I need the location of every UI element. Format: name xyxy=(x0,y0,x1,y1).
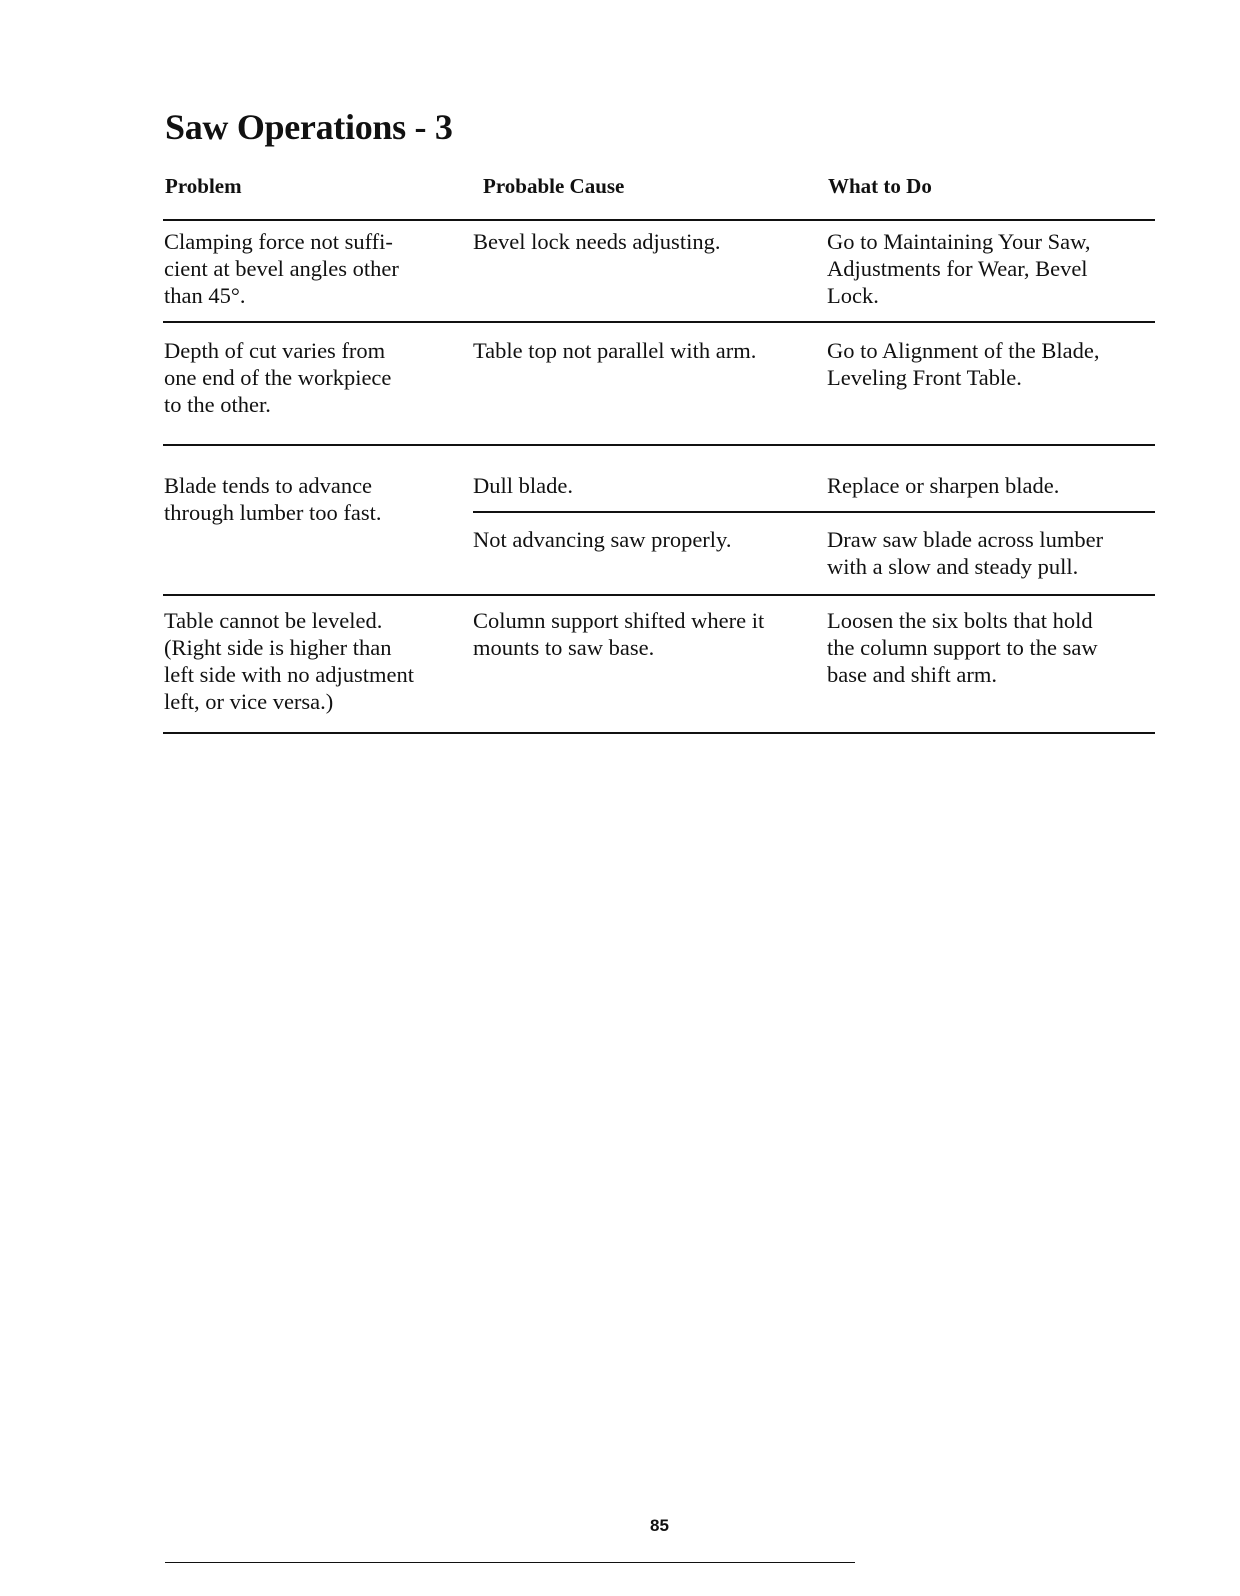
row-2-problem: Depth of cut varies from one end of the workpiece to the other. xyxy=(164,338,392,417)
table-bottom-rule xyxy=(163,732,1155,734)
column-header-probable-cause: Probable Cause xyxy=(483,174,625,198)
row-divider xyxy=(163,321,1155,323)
row-3a-action: Replace or sharpen blade. xyxy=(827,473,1060,498)
footer-rule xyxy=(165,1562,855,1563)
row-4-problem: Table cannot be leveled. (Right side is higher than left side with no adjustment left, or vice versa.) xyxy=(164,608,414,714)
row-3a-cause: Dull blade. xyxy=(473,473,573,498)
row-divider xyxy=(163,444,1155,446)
row-4-action: Loosen the six bolts that hold the column support to the saw base and shift arm. xyxy=(827,608,1098,687)
page-number: 85 xyxy=(650,1516,669,1535)
row-4-cause: Column support shifted where it mounts to saw base. xyxy=(473,608,765,660)
header-divider xyxy=(163,219,1155,221)
sub-row-divider xyxy=(473,511,1155,513)
row-3b-action: Draw saw blade across lumber with a slow and steady pull. xyxy=(827,527,1104,579)
row-3-problem: Blade tends to advance through lumber too fast. xyxy=(164,473,382,525)
page-title: Saw Operations - 3 xyxy=(165,107,453,147)
row-2-cause: Table top not parallel with arm. xyxy=(473,338,757,363)
row-divider xyxy=(163,594,1155,596)
row-1-action: Go to Maintaining Your Saw, Adjustments for Wear, Bevel Lock. xyxy=(827,229,1091,308)
column-header-what-to-do: What to Do xyxy=(828,174,932,198)
row-3b-cause: Not advancing saw properly. xyxy=(473,527,732,552)
row-1-cause: Bevel lock needs adjusting. xyxy=(473,229,721,254)
row-2-action: Go to Alignment of the Blade, Leveling Front Table. xyxy=(827,338,1100,390)
column-header-problem: Problem xyxy=(165,174,242,198)
row-1-problem: Clamping force not suffi- cient at bevel angles other than 45°. xyxy=(164,229,399,308)
